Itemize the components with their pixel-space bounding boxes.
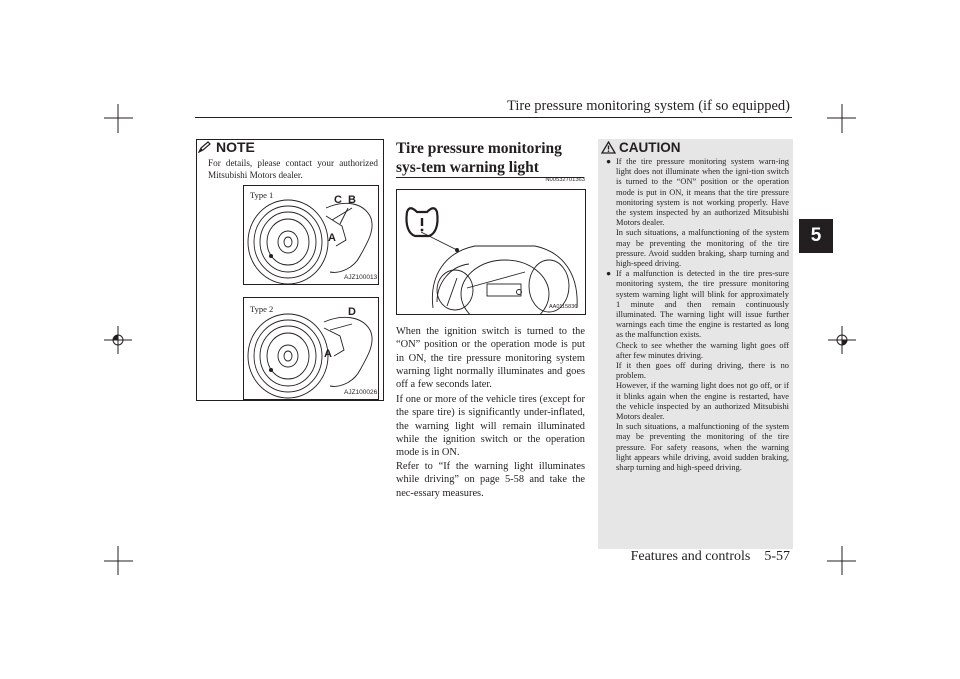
footer-section: Features and controls [630, 549, 751, 564]
caution-item-2 [606, 269, 789, 473]
caution-item-1 [606, 157, 789, 269]
caution-bullet-1: ● [606, 157, 612, 166]
note-pencil-icon [198, 141, 212, 153]
callout-d: D [348, 306, 356, 318]
header-title: Tire pressure monitoring system (if so equipped) [507, 98, 790, 114]
caution-bullet-2: ● [606, 269, 612, 279]
caution-item-2-p3: If it then goes off during driving, there is no problem. [616, 361, 789, 381]
note-label-text: NOTE [216, 139, 255, 155]
header-rule [195, 117, 792, 118]
section-paragraph-1 [396, 325, 585, 391]
caution-text [606, 157, 789, 473]
section-paragraph-2 [396, 393, 585, 459]
section-paragraph-3 [396, 460, 585, 500]
callout-a-type2: A [324, 348, 332, 360]
figure-type1 [243, 185, 379, 285]
section-code: N00532701363 [545, 177, 585, 183]
figure-type2-label: Type 2 [250, 304, 274, 314]
caution-item-2-p5: In such situations, a malfunctioning of the system may be preventing the monitoring of the tire pressure. For safety reasons, when the warning light appears while driving, avoid sudden braking, sharp turning and high-speed driving. [616, 422, 789, 473]
section-title: Tire pressure monitoring sys-tem warning light [396, 140, 562, 176]
section-paragraph-1-text: When the ignition switch is turned to the “ON” position or the operation mode is put in ON, the tire pressure monitoring system warning light normally illuminates and goes off a few seconds later. [396, 326, 585, 391]
note-text: For details, please contact your authorized Mitsubishi Motors dealer. [208, 158, 378, 180]
chapter-tab: 5 [799, 219, 833, 253]
caution-item-1-p2: In such situations, a malfunctioning of the system may be preventing the monitoring of the tire pressure. Avoid sudden braking, sharp turning and high-speed driving. [616, 228, 789, 269]
caution-item-1-p1: If the tire pressure monitoring system warn-ing light does not illuminate when the igni-tion switch is turned to the “ON” position or the operation mode is put in ON, it means that the tire pressure monitoring system is not working properly. Have the system inspected by an authorized Mitsubishi Motors dealer. [616, 157, 789, 228]
callout-b: B [348, 194, 356, 206]
caution-item-2-p2: Check to see whether the warning light goes off after few minutes driving. [616, 340, 789, 360]
caution-item-2-p1: If a malfunction is detected in the tire pres-sure monitoring system, the tire pressure monitoring system warning light will blink for approximately 1 minute and then remain continuously illuminated. The warning light will issue further warnings each time the engine is restarted as long as the malfunction exists. [616, 269, 789, 340]
footer-page-number: 5-57 [764, 549, 790, 564]
caution-label [601, 140, 681, 155]
figure-type1-code: AJZ100013 [344, 274, 378, 281]
section-paragraph-3-text: Refer to “If the warning light illuminates while driving” on page 5-58 and take the nec-essary measures. [396, 461, 585, 499]
figure-type2-code: AJZ100026 [344, 389, 378, 396]
note-label [198, 139, 255, 155]
figure-type1-label: Type 1 [250, 190, 274, 200]
caution-item-2-p4: However, if the warning light does not go off, or if it blinks again when the engine is restarted, have the vehicle inspected by an authorized Mitsubishi Motors dealer. [616, 381, 789, 422]
figure-instrument-cluster [396, 189, 586, 315]
tire-valve-illustration-type2 [244, 298, 378, 399]
tire-valve-illustration-type1 [244, 186, 378, 284]
caution-label-text: CAUTION [619, 140, 681, 155]
callout-c: C [334, 194, 342, 206]
section-paragraph-2-text: If one or more of the vehicle tires (except for the spare tire) is significantly under-inflated, the warning light will remain illuminated while the ignition switch or the operation mode is in ON. [396, 394, 585, 459]
instrument-cluster-illustration [397, 190, 585, 314]
callout-a: A [328, 232, 336, 244]
figure-cluster-code: AA0115836 [549, 304, 578, 310]
page-footer [520, 549, 790, 565]
warning-triangle-icon [601, 141, 616, 154]
figure-type2 [243, 297, 379, 400]
